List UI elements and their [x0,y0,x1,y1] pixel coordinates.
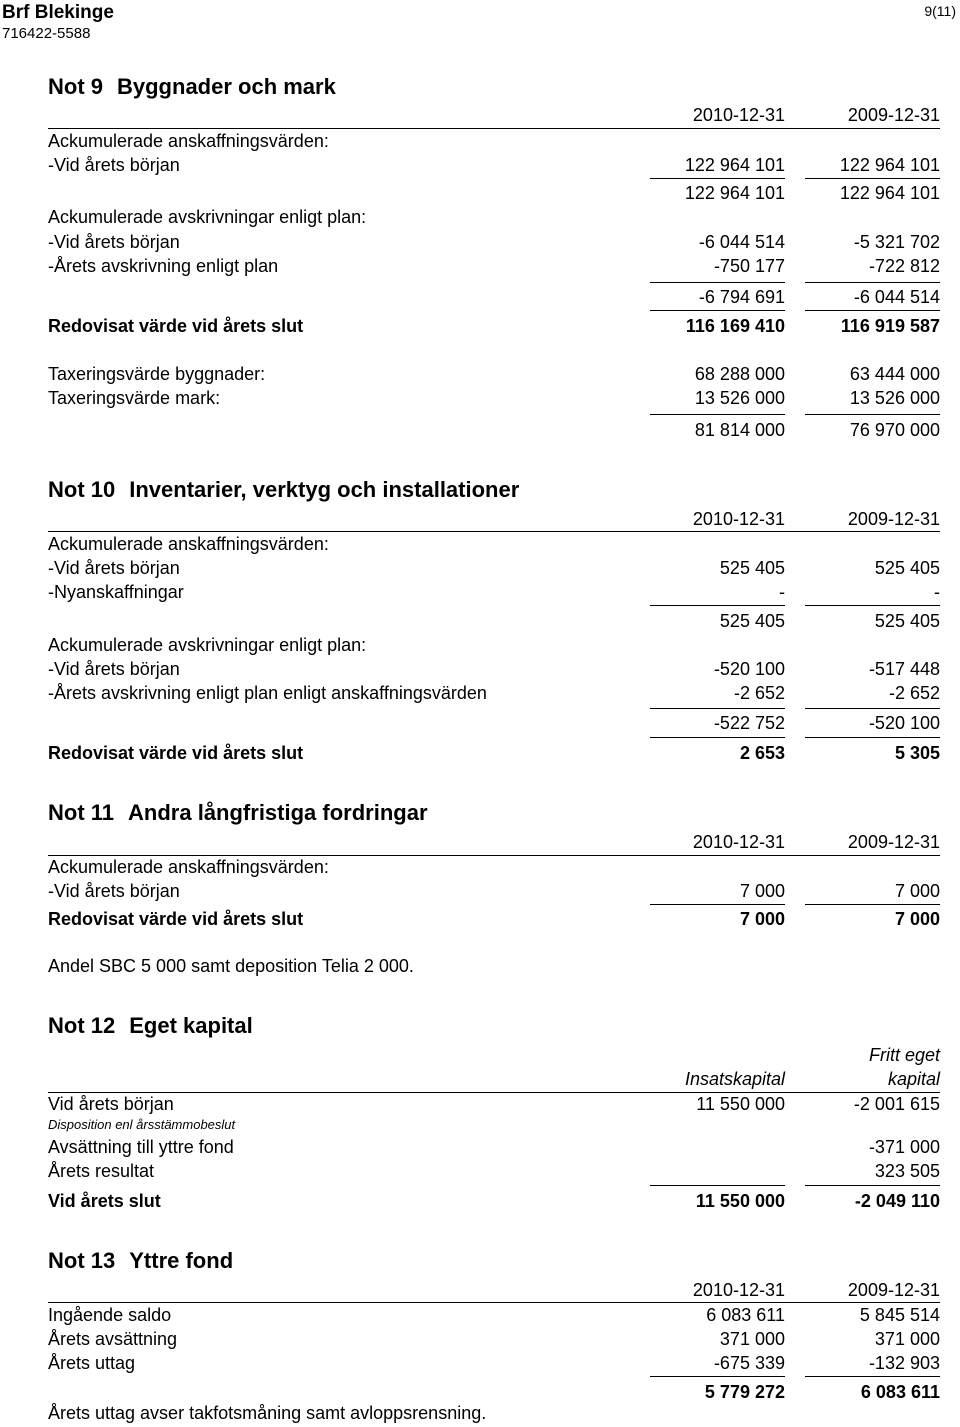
row-label: -Nyanskaffningar [48,582,184,602]
note11-row [48,879,940,903]
value-fritt-kapital: -2 049 110 [854,1191,940,1211]
note13-number: Not 13 [48,1248,116,1273]
note13-row [48,1351,940,1375]
company-name: Brf Blekinge [2,2,114,23]
row-label: Redovisat värde vid årets slut [48,909,304,929]
row-label: Ackumulerade anskaffningsvärden: [48,131,329,151]
note12-total-row [48,1189,940,1213]
col-header-2010: 2010-12-31 [692,1280,785,1300]
sum-line [805,414,940,415]
note12-number: Not 12 [48,1013,116,1038]
note10-heading: Inventarier, verktyg och installationer [129,477,520,502]
row-label: Redovisat värde vid årets slut [48,316,304,336]
note9-row [48,285,940,309]
value-2009: -132 903 [868,1353,940,1373]
note10-row [48,556,940,580]
value-2009: 76 970 000 [849,420,940,440]
col-header-fritt-eget: Fritt eget [868,1045,940,1065]
sum-line [650,310,785,311]
page-number: 9(11) [924,3,956,19]
col-header-kapital: kapital [887,1069,940,1089]
value-2010: -750 177 [713,256,785,276]
note10-row [48,633,940,657]
value-fritt-kapital: 323 505 [874,1161,940,1181]
note9-row [48,362,940,386]
value-2009: 7 000 [894,909,940,929]
note12-row [48,1159,940,1183]
value-2010: -522 752 [713,713,785,733]
row-label: -Vid årets början [48,155,180,175]
value-2009: 5 845 514 [859,1305,940,1325]
note12-title [48,1013,253,1039]
note9-total-row [48,314,940,338]
note13-title [48,1248,233,1274]
row-label: -Årets avskrivning enligt plan enligt anskaffningsvärden [48,683,487,703]
value-2010: 2 653 [739,743,785,763]
value-2009: -6 044 514 [853,287,940,307]
row-label: Taxeringsvärde byggnader: [48,364,266,384]
note10-row [48,580,940,604]
sum-line [805,737,940,738]
col-header-2009: 2009-12-31 [847,509,940,529]
value-2010: -520 100 [713,659,785,679]
row-label: Avsättning till yttre fond [48,1137,234,1157]
note10-row [48,609,940,633]
note11-number: Not 11 [48,800,115,825]
sum-line [650,414,785,415]
value-2009: 122 964 101 [839,183,940,203]
value-2010: 6 083 611 [706,1305,785,1325]
value-2010: -675 339 [713,1353,785,1373]
value-2010: 122 964 101 [684,155,785,175]
note10-row [48,657,940,681]
value-2010: - [779,582,785,602]
note11-comment: Andel SBC 5 000 samt deposition Telia 2 000. [48,956,414,976]
value-2010: -6 794 691 [698,287,785,307]
note9-row [48,386,940,410]
value-2009: 6 083 611 [860,1382,940,1402]
value-2010: 7 000 [739,881,785,901]
row-label: -Vid årets början [48,881,180,901]
org-number: 716422-5588 [2,25,91,42]
row-label: Ackumulerade avskrivningar enligt plan: [48,635,367,655]
value-2009: 525 405 [874,611,940,631]
row-label: Redovisat värde vid årets slut [48,743,304,763]
row-label: Årets uttag [48,1353,136,1373]
col-header-2009: 2009-12-31 [847,1280,940,1300]
note9-heading: Byggnader och mark [117,74,336,99]
sum-line [805,904,940,905]
note13-row [48,1303,940,1327]
sum-line [805,282,940,283]
note12-row [48,1135,940,1159]
value-2009: -517 448 [868,659,940,679]
sum-line [805,310,940,311]
note9-row [48,418,940,442]
row-label: -Vid årets början [48,558,180,578]
sum-line [650,904,785,905]
note13-col-headers [48,1278,940,1302]
row-label: -Vid årets början [48,659,180,679]
value-2009: -5 321 702 [853,232,940,252]
value-2010: 13 526 000 [694,388,785,408]
note10-row [48,711,940,735]
row-label: Ackumulerade anskaffningsvärden: [48,857,329,877]
value-2009: 7 000 [894,881,940,901]
row-label: Ackumulerade anskaffningsvärden: [48,534,329,554]
row-label: -Årets avskrivning enligt plan [48,256,279,276]
value-2010: -6 044 514 [698,232,785,252]
value-2009: 116 919 587 [840,316,940,336]
value-2009: 13 526 000 [849,388,940,408]
sum-line [650,708,785,709]
note10-row [48,681,940,705]
value-insatskapital: 11 550 000 [695,1191,785,1211]
note10-number: Not 10 [48,477,116,502]
note9-row [48,129,940,153]
note10-row [48,532,940,556]
note11-row [48,855,940,879]
value-2009: -520 100 [868,713,940,733]
value-2010: 116 169 410 [685,316,785,336]
value-2010: 81 814 000 [694,420,785,440]
note12-row [48,1092,940,1116]
note11-total-row [48,907,940,931]
row-label: Vid årets början [48,1094,174,1114]
note10-title [48,477,519,503]
value-2010: 525 405 [719,558,785,578]
note11-col-headers [48,830,940,854]
value-2009: 63 444 000 [849,364,940,384]
note12-col-header-top [48,1043,940,1067]
row-label: Ackumulerade avskrivningar enligt plan: [48,207,367,227]
note9-row [48,254,940,278]
value-2010: -2 652 [733,683,785,703]
note12-col-headers [48,1067,940,1091]
sum-line [805,178,940,179]
note12-heading: Eget kapital [129,1013,253,1038]
note13-heading: Yttre fond [129,1248,234,1273]
value-2010: 68 288 000 [694,364,785,384]
note11-heading: Andra långfristiga fordringar [128,800,428,825]
note9-row [48,181,940,205]
value-insatskapital: 11 550 000 [696,1094,785,1114]
value-2009: 371 000 [874,1329,940,1349]
note13-total-row [48,1380,940,1404]
value-2009: 122 964 101 [839,155,940,175]
col-header-2010: 2010-12-31 [692,832,785,852]
sum-line [650,1185,785,1186]
row-label: Årets resultat [48,1161,155,1181]
value-2010: 122 964 101 [684,183,785,203]
col-header-insatskapital: Insatskapital [684,1069,785,1089]
col-header-2009: 2009-12-31 [847,832,940,852]
note9-title [48,74,336,100]
sum-line [650,178,785,179]
sum-line [650,1376,785,1377]
value-2010: 5 779 272 [704,1382,785,1402]
row-label: Vid årets slut [48,1191,161,1211]
note9-row [48,230,940,254]
value-2010: 7 000 [739,909,785,929]
value-fritt-kapital: -371 000 [868,1137,940,1157]
value-2009: 525 405 [874,558,940,578]
value-2009: - [934,582,940,602]
value-2009: 5 305 [894,743,940,763]
note11-title [48,800,428,826]
col-header-2010: 2010-12-31 [692,105,785,125]
sum-line [805,708,940,709]
sum-line [805,605,940,606]
note9-col-headers [48,103,940,127]
col-header-2010: 2010-12-31 [692,509,785,529]
note9-row [48,153,940,177]
sum-line [650,737,785,738]
value-2009: -2 652 [888,683,940,703]
note10-col-headers [48,507,940,531]
note10-total-row [48,741,940,765]
sum-line [650,605,785,606]
row-label: -Vid årets början [48,232,180,252]
note13-row [48,1327,940,1351]
value-fritt-kapital: -2 001 615 [853,1094,940,1114]
note12-subheading: Disposition enl årsstämmobeslut [48,1117,236,1132]
note13-comment: Årets uttag avser takfotsmåning samt avloppsrensning. [48,1403,487,1423]
note9-row [48,205,940,229]
row-label: Taxeringsvärde mark: [48,388,221,408]
row-label: Årets avsättning [48,1329,178,1349]
value-2010: 525 405 [719,611,785,631]
value-2010: 371 000 [719,1329,785,1349]
value-2009: -722 812 [868,256,940,276]
col-header-2009: 2009-12-31 [847,105,940,125]
row-label: Ingående saldo [48,1305,172,1325]
note9-number: Not 9 [48,74,103,99]
sum-line [650,282,785,283]
sum-line [805,1376,940,1377]
sum-line [805,1185,940,1186]
